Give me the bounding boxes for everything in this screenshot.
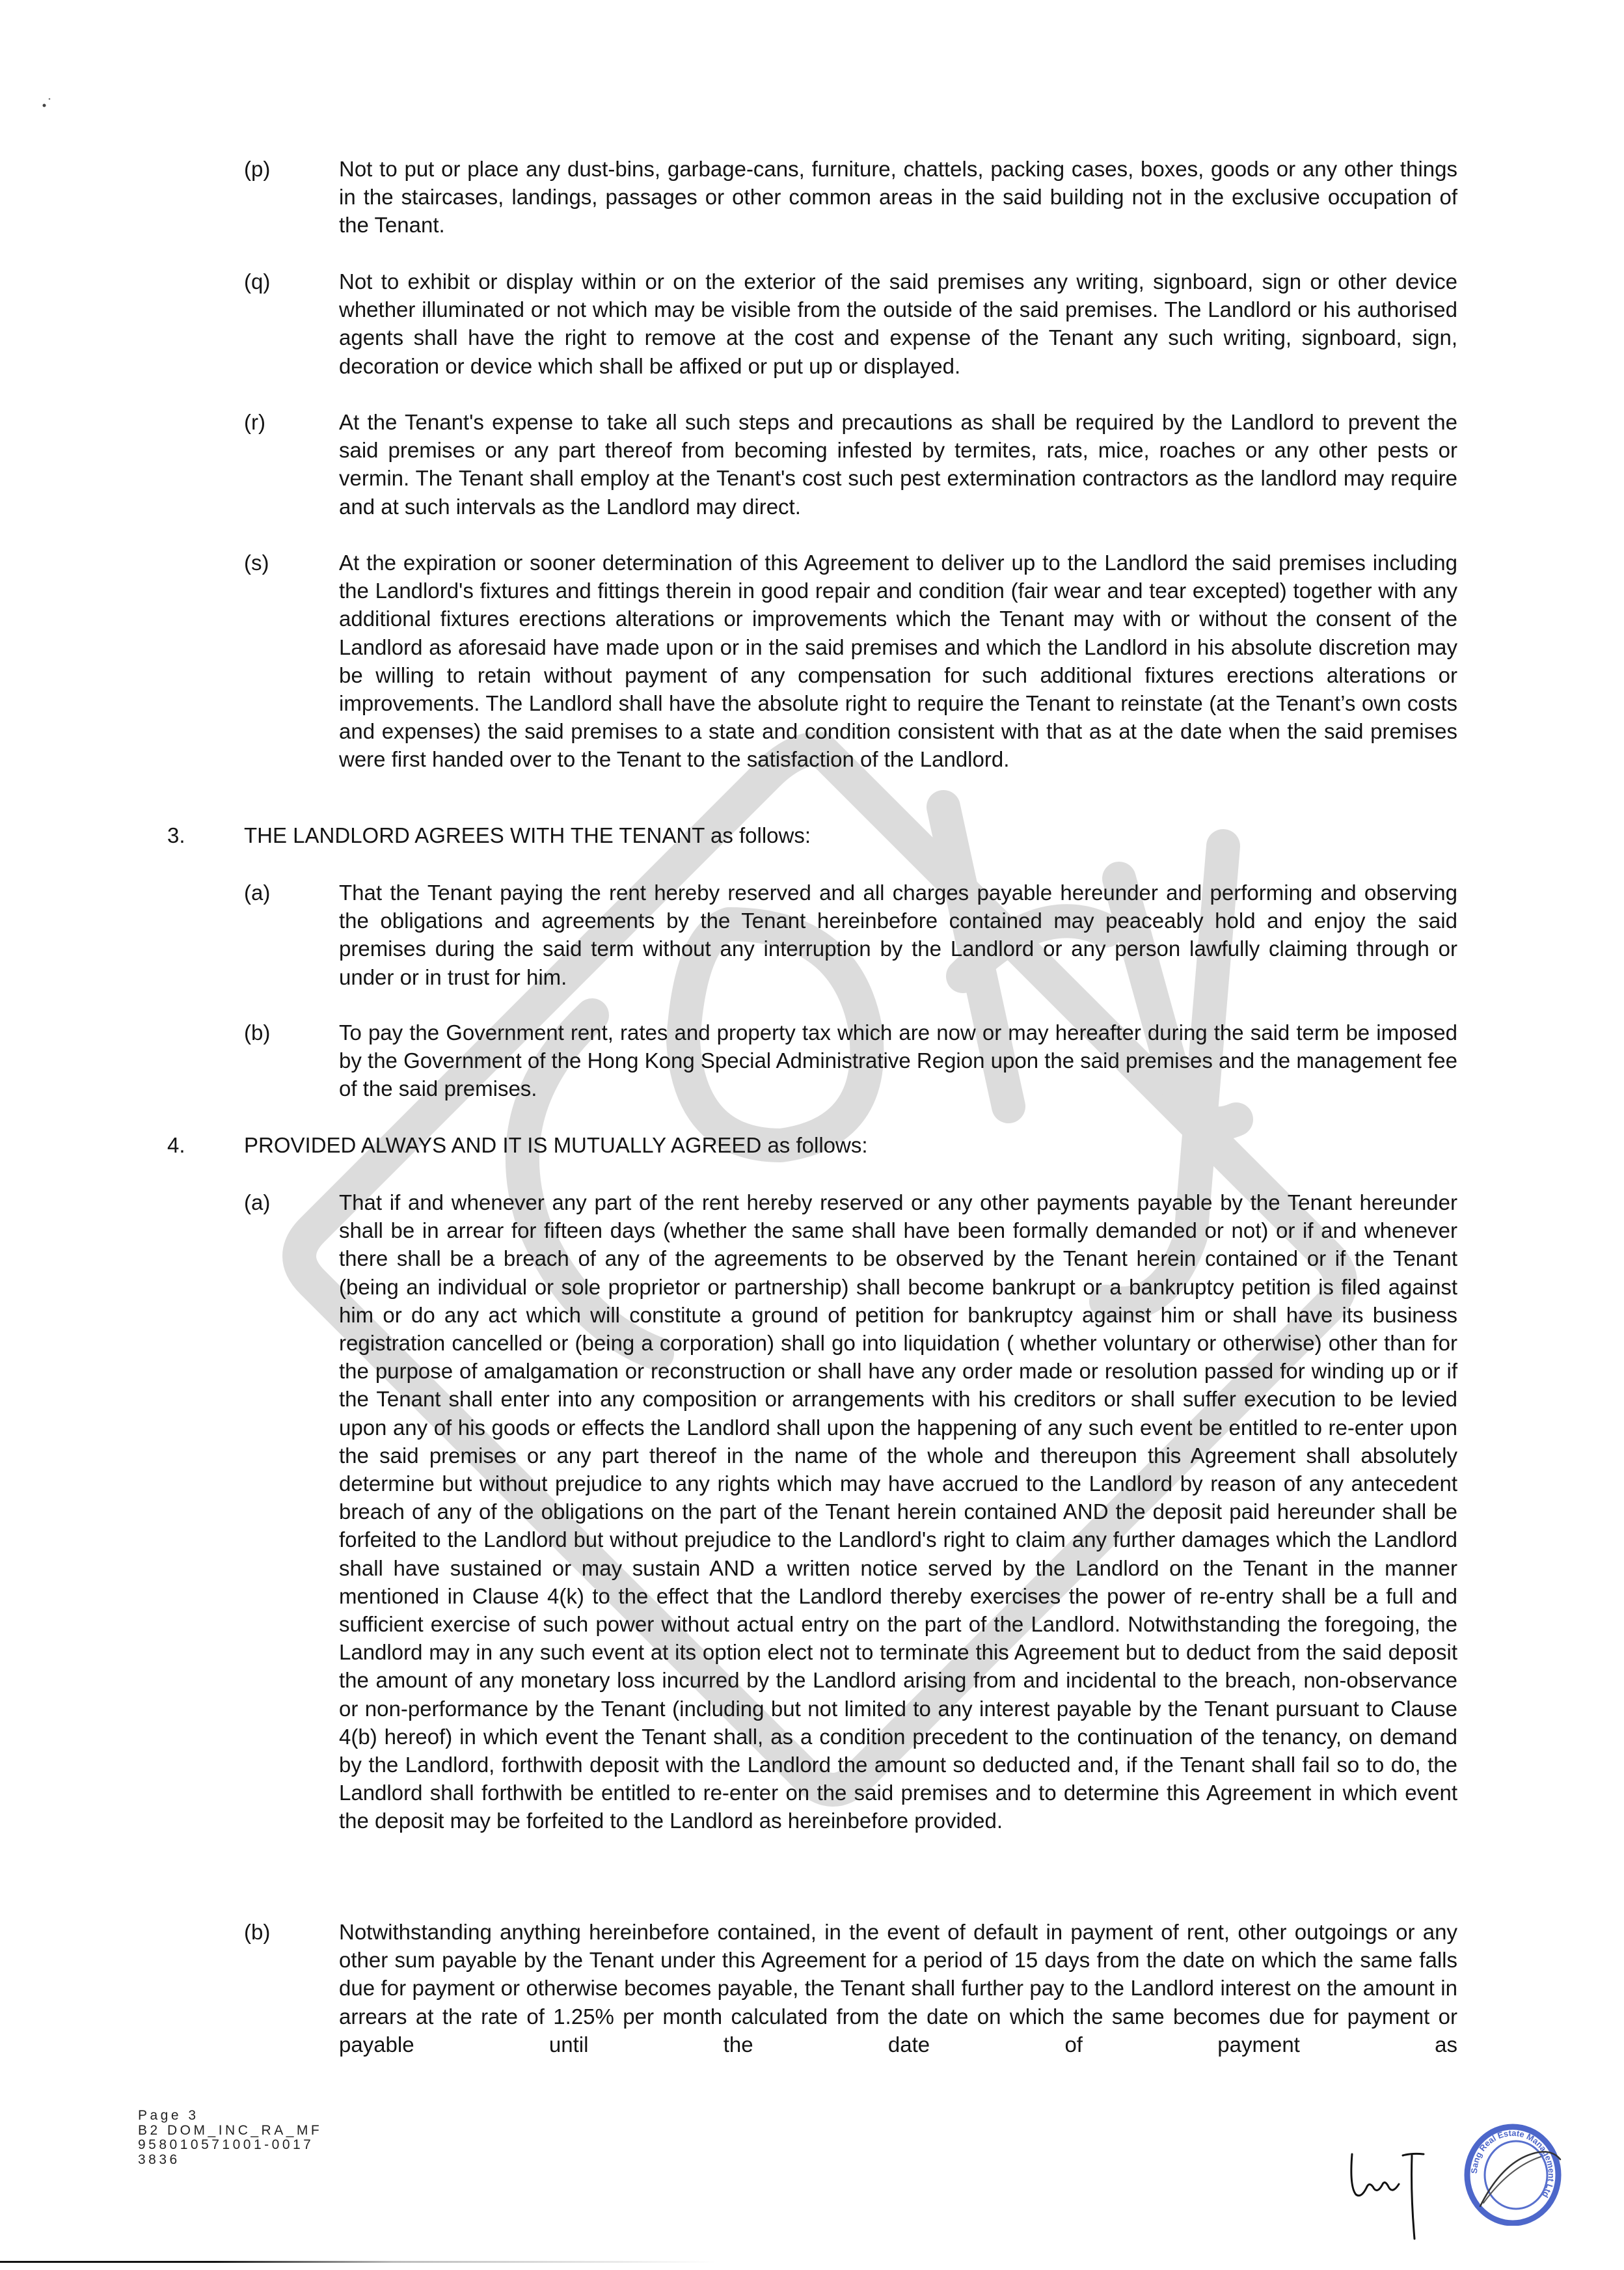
clause-text: Not to exhibit or display within or on the exterior of the said premises any writing, signboard, sign or other device whether illuminated or not which may be visible from the outside of the said premises. The Landlord or his authorised agents shall have the right to remove at the cost and expense of the Tenant any such writing, signboard, sign, decoration or device which shall be affixed or put up or displayed. xyxy=(339,269,1457,378)
clause-heading: PROVIDED ALWAYS AND IT IS MUTUALLY AGREED as follows: xyxy=(244,1133,868,1157)
clause-text: Notwithstanding anything hereinbefore contained, in the event of default in payment of rent, other outgoings or any other sum payable by the Tenant under this Agreement for a period of 15 days from the date on which the same falls due for payment or otherwise becomes payable, the Tenant shall further pay to the Landlord interest on the amount in arrears at the rate of 1.25% per month calculated from the date on which the same becomes due for payment or payable until the date of payment as xyxy=(339,1920,1457,2057)
clause-label: (s) xyxy=(244,551,269,575)
page-number: Page 3 xyxy=(138,2108,199,2123)
clause-text: To pay the Government rent, rates and property tax which are now or may hereafter during the said term be imposed by the Government of the Hong Kong Special Administrative Region upon the said premises and the management fee of the said premises. xyxy=(339,1020,1457,1101)
scan-specks xyxy=(39,46,78,124)
clause-label: (p) xyxy=(244,157,271,181)
company-stamp xyxy=(1464,2122,1562,2226)
handwritten-initials-signature xyxy=(1347,2148,1438,2245)
clause-label: (b) xyxy=(244,1920,271,1944)
clause-text: At the Tenant's expense to take all such steps and precautions as shall be required by the Landlord to prevent the said premises or any part thereof from becoming infested by termites, rats, mice, roaches or any other pests or vermin. The Tenant shall employ at the Tenant's cost such pest extermination contractors as the landlord may require and at such intervals as the Landlord may direct. xyxy=(339,410,1457,519)
scan-edge-line xyxy=(0,2261,716,2263)
clause-text: That the Tenant paying the rent hereby reserved and all charges payable hereunder and performing and observing the obligations and agreements by the Tenant hereinbefore contained may peaceably hold and enjoy the said premises during the said term without any interruption by the Landlord or any person lawfully claiming through or under or in trust for him. xyxy=(339,881,1457,989)
clause-number: 3. xyxy=(167,823,185,847)
clause-text: At the expiration or sooner determination of this Agreement to deliver up to the Landlord the said premises including the Landlord's fixtures and fittings therein in good repair and condition (fair wear and tear excepted) together with any additional fixtures erections alterations or improvements which the Tenant may with or without the consent of the Landlord as aforesaid have made upon or in the said premises and which the Landlord in his absolute discretion may be willing to retain without payment of any compensation for such additional fixtures erections alterations or improvements. The Landlord shall have the absolute right to require the Tenant to reinstate (at the Tenant’s own costs and expenses) the said premises to a state and condition consistent with that as at the date when the said premises were first handed over to the Tenant to the satisfaction of the Landlord. xyxy=(339,551,1457,772)
clause-number: 4. xyxy=(167,1133,185,1157)
clause-label: (r) xyxy=(244,410,265,434)
clause-text: That if and whenever any part of the rent hereby reserved or any other payments payable by the Tenant hereunder shall be in arrear for fifteen days (whether the same shall have been formally demanded or not) or if and whenever there shall be a breach of any of the agreements to be observed by the Tenant herein contained or if the Tenant (being an individual or sole proprietor or partnership) shall become bankrupt or a bankruptcy petition is filed against him or do any act which will constitute a ground of petition for bankruptcy against him or shall have its business registration cancelled or (being a corporation) shall go into liquidation ( whether voluntary or otherwise) other than for the purpose of amalgamation or reconstruction or shall have any order made or resolution passed for winding up or if the Tenant shall enter into any composition or arrangements with his creditors or shall suffer execution to be levied upon any of his goods or effects the Landlord shall upon the happening of any such event be entitled to re-enter upon the said premises or any part thereof in the name of the whole and thereupon this Agreement shall absolutely determine but without prejudice to any rights which may have accrued to the Landlord by reason of any antecedent breach of any of the obligations on the part of the Tenant herein contained AND the deposit paid hereunder shall be forfeited to the Landlord but without prejudice to the Landlord's right to claim any further damages which the Landlord shall have sustained or may sustain AND a written notice served by the Landlord on the Tenant in the manner mentioned in Clause 4(k) to the effect that the Landlord thereby exercises the power of re-entry shall be a full and sufficient exercise of such power without actual entry on the part of the Landlord. Notwithstanding the foregoing, the Landlord may in any such event at its option elect not to terminate this Agreement but to deduct from the said deposit the amount of any monetary loss incurred by the Landlord arising from and incidental to the breach, non-observance or non-performance by the Tenant (including but not limited to any interest payable by the Tenant pursuant to Clause 4(b) hereof) in which event the Tenant shall, as a condition precedent to the continuation of the tenancy, on demand by the Landlord, forthwith deposit with the Landlord the amount so deducted and, if the Tenant shall fail so to do, the Landlord shall forthwith be entitled to re-enter on the said premises and to determine this Agreement in which event the deposit may be forfeited to the Landlord as hereinbefore provided. xyxy=(339,1190,1457,1833)
page-footer xyxy=(138,2109,322,2167)
document-number: 3836 xyxy=(138,2152,180,2167)
clause-label: (q) xyxy=(244,269,271,294)
clause-text: Not to put or place any dust-bins, garbage-cans, furniture, chattels, packing cases, boxes, goods or any other things in the staircases, landings, passages or other common areas in the said building not in the exclusive occupation of the Tenant. xyxy=(339,157,1457,238)
clause-heading: THE LANDLORD AGREES WITH THE TENANT as follows: xyxy=(244,823,811,847)
stamp-text: Sang Real Estate Management Ltd xyxy=(1468,2127,1557,2200)
clause-label: (b) xyxy=(244,1020,271,1045)
document-reference: 958010571001-0017 xyxy=(138,2137,314,2152)
clause-label: (a) xyxy=(244,881,271,905)
form-code: B2 DOM_INC_RA_MF xyxy=(138,2122,323,2138)
clause-label: (a) xyxy=(244,1190,271,1214)
